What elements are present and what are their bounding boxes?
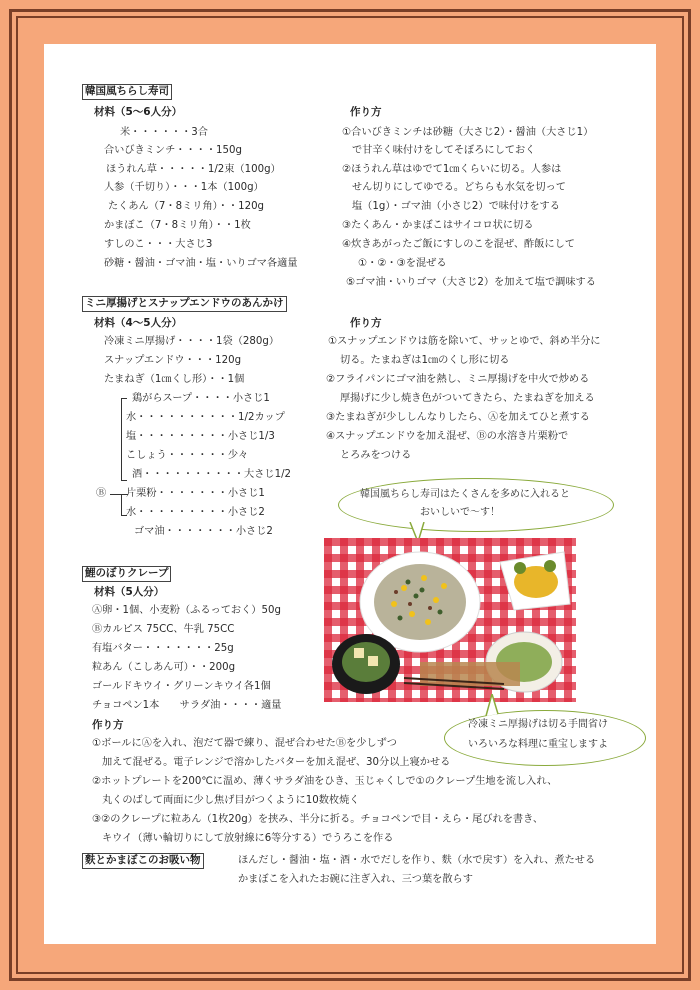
recipe2-ingredients-heading: 材料（4～5人分） [94,317,183,329]
recipe2-step: 切る。たまねぎは1㎝のくし形に切る [340,355,510,366]
recipe3-step: キウイ（薄い輪切りにして放射線に6等分する）でうろこを作る [102,833,394,844]
recipe1-ingredient: 米・・・・・・3合 [120,127,208,138]
recipe2-group-a-item: こしょう・・・・・・少々 [126,450,249,461]
recipe1-ingredient: たくあん（7・8ミリ角）・・120g [108,201,265,212]
recipe1-ingredient: かまぼこ（7・8ミリ角）・・1枚 [104,220,251,231]
group-b-mark: Ⓑ [96,488,107,499]
food-photo [324,538,576,702]
recipe1-step: ①・②・③を混ぜる [358,258,447,269]
recipe3-ingredient: 有塩バター・・・・・・・25g [92,643,234,654]
recipe1-ingredient: 砂糖・醤油・ゴマ油・塩・いりゴマ各適量 [104,258,298,269]
bubble-1-text: おいしいで～す！ [420,507,500,518]
recipe2-ingredient: スナップエンドウ・・・120g [104,355,242,366]
bubble-2-text: いろいろな料理に重宝しますよ [468,739,608,750]
group-b-brace [121,494,122,515]
recipe1-step: 塩（1g）・ゴマ油（小さじ2）で味付けをする [352,201,560,212]
recipe1-step: ①合いびきミンチは砂糖（大さじ2）・醤油（大さじ1） [342,127,594,138]
recipe1-ingredient: 人参（千切り）・・・1本（100g） [104,182,264,193]
recipe2-group-b-item: 水・・・・・・・・・小さじ2 [126,507,265,518]
recipe2-step: ④スナップエンドウを加え混ぜ、Ⓑの水溶き片栗粉で [326,431,569,442]
recipe2-step: とろみをつける [340,450,412,461]
recipe2-ingredient: たまねぎ（1㎝くし形）・・1個 [104,374,245,385]
recipe2-group-b-item: 片栗粉・・・・・・・小さじ1 [126,488,265,499]
recipe2-group-a-item: 酒・・・・・・・・・・大さじ1/2 [132,469,292,480]
recipe4-step: かまぼこを入れたお碗に注ぎ入れ、三つ葉を散らす [238,874,473,885]
recipe3-step: 加えて混ぜる。電子レンジで溶かしたバターを加え混ぜ、30分以上寝かせる [102,757,451,768]
recipe3-title: 鯉のぼりクレープ [82,566,171,582]
recipe2-step: ①スナップエンドウは筋を除いて、サッとゆで、斜め半分に [328,336,601,347]
speech-bubble-1 [338,478,614,532]
recipe1-step: ④炊きあがったご飯にすしのこを混ぜ、酢飯にして [342,239,575,250]
recipe2-group-a-item: 鶏がらスープ・・・・小さじ1 [132,393,270,404]
recipe2-method-heading: 作り方 [350,317,382,329]
bubble-2-tail [480,694,500,716]
recipe1-ingredients-heading: 材料（5～6人分） [94,106,183,118]
recipe1-ingredient: 合いびきミンチ・・・・150g [104,145,242,156]
recipe1-step: で甘辛く味付けをしてそぼろにしておく [352,145,536,156]
recipe3-step: ②ホットプレートを200℃に温め、薄くサラダ油をひき、玉じゃくしで①のクレープ生地を流し入れ、 [92,776,558,787]
recipe2-title: ミニ厚揚げとスナップエンドウのあんかけ [82,296,287,312]
recipe1-step: せん切りにしてゆでる。どちらも水気を切って [352,182,566,193]
recipe3-ingredient: 粒あん（こしあん可）・・200g [92,662,236,673]
recipe1-ingredient: すしのこ・・・大さじ3 [104,239,213,250]
bubble-2-text: 冷凍ミニ厚揚げは切る手間省け [468,719,608,730]
recipe2-step: ③たまねぎが少ししんなりしたら、Ⓐを加えてひと煮する [326,412,590,423]
recipe3-ingredient: Ⓐ卵・1個、小麦粉（ふるっておく）50g [92,605,281,616]
recipe1-method-heading: 作り方 [350,106,382,118]
group-a-brace [121,398,122,480]
recipe1-step: ③たくあん・かまぼこはサイコロ状に切る [342,220,534,231]
bubble-1-text: 韓国風ちらし寿司はたくさんを多めに入れると [360,489,570,500]
recipe3-ingredient: Ⓑカルピス 75CC、牛乳 75CC [92,624,235,635]
recipe2-group-a-item: 水・・・・・・・・・・1/2カップ [126,412,285,423]
recipe2-group-a-item: 塩・・・・・・・・・小さじ1/3 [126,431,275,442]
recipe3-method-heading: 作り方 [92,719,124,731]
recipe3-ingredient: ゴールドキウイ・グリーンキウイ各1個 [92,681,271,692]
recipe2-ingredient: 冷凍ミニ厚揚げ・・・・1袋（280g） [104,336,280,347]
recipe1-step: ②ほうれん草はゆでて1㎝くらいに切る。人参は [342,164,562,175]
recipe2-step: 厚揚げに少し焼き色がついてきたら、たまねぎを加える [340,393,595,404]
recipe3-step: ①ボールにⒶを入れ、泡だて器で練り、混ぜ合わせたⒷを少しずつ [92,738,397,749]
recipe1-title: 韓国風ちらし寿司 [82,84,172,100]
recipe3-ingredient: チョコペン1本 サラダ油・・・・適量 [92,700,282,711]
recipe4-step: ほんだし・醤油・塩・酒・水でだしを作り、麩（水で戻す）を入れ、煮たせる [238,855,596,866]
recipe4-title: 麩とかまぼこのお吸い物 [82,853,204,869]
recipe1-step: ⑤ゴマ油・いりゴマ（大さじ2）を加えて塩で調味する [346,277,596,288]
recipe3-step: ③②のクレープに粒あん（1枚20g）を挟み、半分に折る。チョコペンで目・えら・尾びれを書き、 [92,814,544,825]
recipe1-ingredient: ほうれん草・・・・・1/2束（100g） [106,164,281,175]
recipe2-step: ②フライパンにゴマ油を熱し、ミニ厚揚げを中火で炒める [326,374,590,385]
recipe3-ingredients-heading: 材料（5人分） [94,586,165,598]
recipe3-step: 丸くのばして両面に少し焦げ目がつくように10数枚焼く [102,795,360,806]
recipe2-group-b-item: ゴマ油・・・・・・・小さじ2 [134,526,273,537]
food-photo-illustration [324,538,576,702]
